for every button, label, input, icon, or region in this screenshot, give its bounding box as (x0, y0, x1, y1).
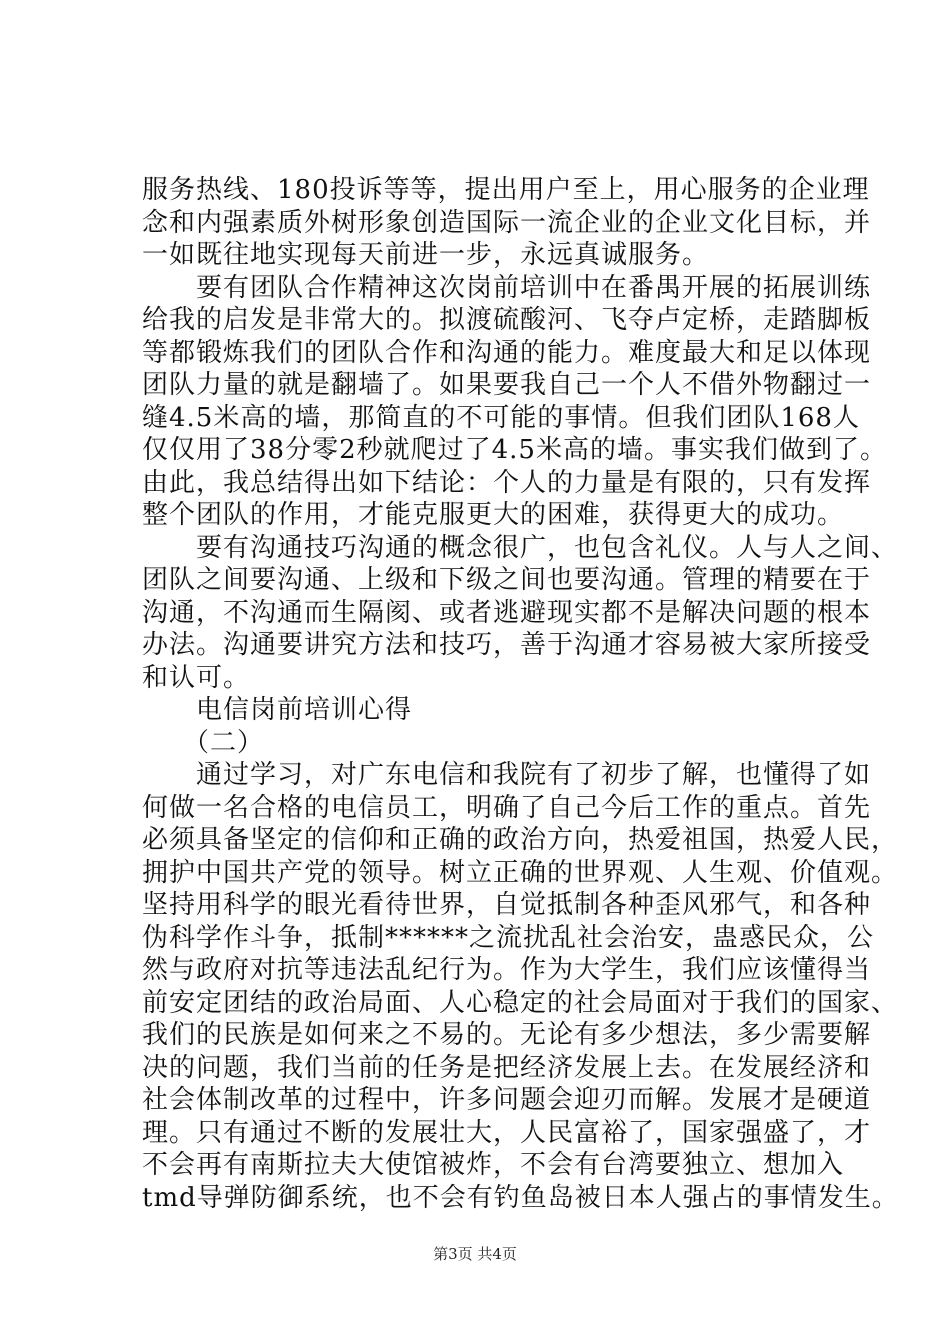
text-line: 必须具备坚定的信仰和正确的政治方向，热爱祖国，热爱人民， (142, 825, 899, 855)
text-line: 团队之间要沟通、上级和下级之间也要沟通。管理的精要在于 (142, 565, 872, 595)
text-line: 一如既往地实现每天前进一步，永远真诚服务。 (142, 240, 710, 270)
text-line: 仅仅用了38分零2秒就爬过了4.5米高的墙。事实我们做到了。 (142, 435, 887, 465)
text-line: 念和内强素质外树形象创造国际一流企业的企业文化目标，并 (142, 208, 872, 238)
text-line: 要有团队合作精神这次岗前培训中在番禺开展的拓展训练 (142, 273, 872, 303)
text-line: tmd导弹防御系统，也不会有钓鱼岛被日本人强占的事情发生。 (142, 1183, 899, 1213)
text-line: 办法。沟通要讲究方法和技巧，善于沟通才容易被大家所接受 (142, 630, 872, 660)
text-line: 给我的启发是非常大的。拟渡硫酸河、飞夺卢定桥，走踏脚板 (142, 305, 872, 335)
text-line: 不会再有南斯拉夫大使馆被炸，不会有台湾要独立、想加入 (142, 1150, 845, 1180)
text-line: 由此，我总结得出如下结论：个人的力量是有限的，只有发挥 (142, 468, 872, 498)
text-line: 整个团队的作用，才能克服更大的困难，获得更大的成功。 (142, 500, 845, 530)
text-line: 要有沟通技巧沟通的概念很广，也包含礼仪。人与人之间、 (142, 533, 899, 563)
text-line: 通过学习，对广东电信和我院有了初步了解，也懂得了如 (142, 760, 872, 790)
text-line: 等都锻炼我们的团队合作和沟通的能力。难度最大和足以体现 (142, 338, 872, 368)
text-line: 坚持用科学的眼光看待世界，自觉抵制各种歪风邪气，和各种 (142, 890, 872, 920)
text-line: 伪科学作斗争，抵制******之流扰乱社会治安，蛊惑民众，公 (142, 923, 875, 953)
section-title: 电信岗前培训心得 (142, 695, 413, 725)
text-line: 和认可。 (142, 663, 251, 693)
text-line: 缝4.5米高的墙，那简直的不可能的事情。但我们团队168人 (142, 403, 860, 433)
text-line: 团队力量的就是翻墙了。如果要我自己一个人不借外物翻过一 (142, 370, 872, 400)
text-line: 拥护中国共产党的领导。树立正确的世界观、人生观、价值观。 (142, 858, 899, 888)
text-line: 然与政府对抗等违法乱纪行为。作为大学生，我们应该懂得当 (142, 955, 872, 985)
text-line: 前安定团结的政治局面、人心稳定的社会局面对于我们的国家、 (142, 988, 899, 1018)
page-number: 第3页 共4页 (433, 1245, 517, 1263)
text-line: 决的问题，我们当前的任务是把经济发展上去。在发展经济和 (142, 1053, 872, 1083)
text-line: 服务热线、180投诉等等，提出用户至上，用心服务的企业理 (142, 175, 870, 205)
text-line: 沟通，不沟通而生隔阂、或者逃避现实都不是解决问题的根本 (142, 598, 872, 628)
text-line: 理。只有通过不断的发展壮大，人民富裕了，国家强盛了，才 (142, 1118, 872, 1148)
text-line: 我们的民族是如何来之不易的。无论有多少想法，多少需要解 (142, 1020, 872, 1050)
text-line: 何做一名合格的电信员工，明确了自己今后工作的重点。首先 (142, 793, 872, 823)
section-number: （二） (142, 728, 265, 758)
text-line: 社会体制改革的过程中，许多问题会迎刃而解。发展才是硬道 (142, 1085, 872, 1115)
